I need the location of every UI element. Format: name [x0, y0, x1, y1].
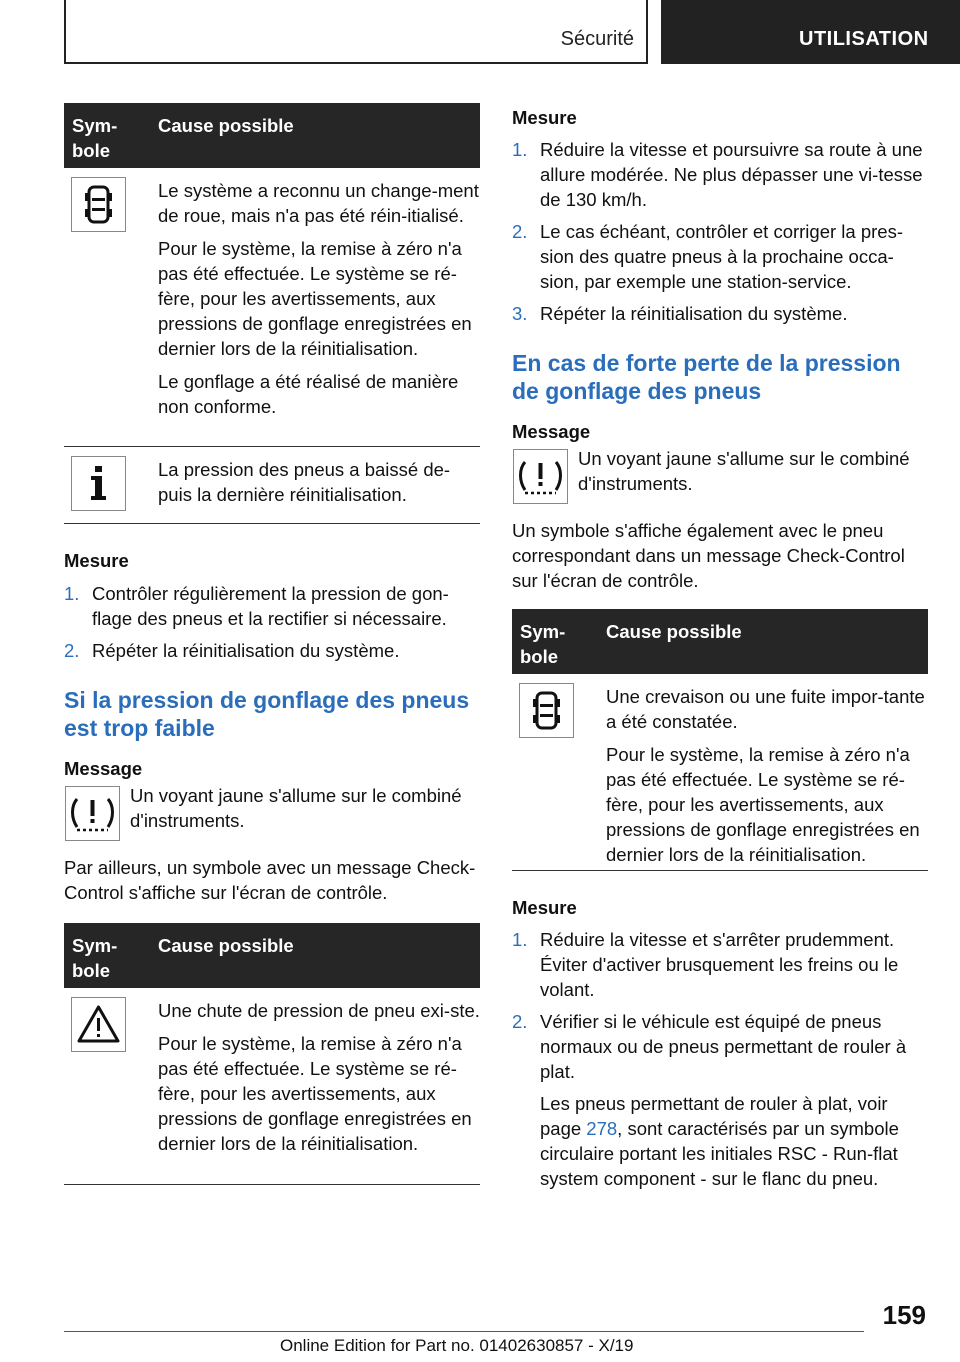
list-item: 1. Réduire la vitesse et poursuivre sa route à une allure modérée. Ne plus dépasser une vi-tesse de 130 km/h.: [512, 139, 923, 210]
list-item: 1. Contrôler régulièrement la pression de gon-flage des pneus et la rectifier si nécessaire.: [64, 583, 449, 629]
message-text: Un voyant jaune s'allume sur le combiné d'instruments.: [130, 785, 462, 831]
cause-text: Une crevaison ou une fuite impor-tante a été constatée. Pour le système, la remise à zéro n'a pas été effectuée. Le système se ré-fère, pour les avertissements, aux pressions de gonflage enregistrées en dernier lors de la réinitialisation.: [606, 686, 925, 865]
tire-pressure-warning-icon: [513, 449, 568, 504]
section-heading: En cas de forte perte de la pression de gonflage des pneus: [512, 350, 901, 404]
car-tire-reset-icon: [519, 683, 574, 738]
mesure-title: Mesure: [64, 550, 129, 571]
cause-text: La pression des pneus a baissé de-puis la dernière réinitialisation.: [158, 459, 451, 505]
table-header-cause: Cause possible: [606, 621, 742, 642]
cause-text: Le système a reconnu un change-ment de roue, mais n'a pas été réin-itialisé. Pour le système, la remise à zéro n'a pas été effectuée. Le système se ré-fère, pour les avertissements, aux pressions de gonflage enregistrées en dernier lors de la réinitialisation. Le gonflage a été réalisé de manière non conforme.: [158, 180, 479, 417]
table-header-symbol: Sym- bole: [520, 621, 566, 667]
cause-text: Une chute de pression de pneu exi-ste. Pour le système, la remise à zéro n'a pas été effectuée. Le système se ré-fère, pour les avertissements, aux pressions de gonflage enregistrées en dernier lors de la réinitialisation.: [158, 1000, 480, 1154]
list-item: 1. Réduire la vitesse et s'arrêter prudemment. Éviter d'activer brusquement les freins ou le volant.: [512, 929, 899, 1000]
page-link[interactable]: 278: [586, 1118, 618, 1139]
symbol-table-3: [512, 609, 928, 871]
header-chapter-box: [661, 0, 960, 64]
paragraph: Un symbole s'affiche également avec le pneu correspondant dans un message Check-Control sur l'écran de contrôle.: [512, 520, 905, 591]
table-header-cause: Cause possible: [158, 935, 294, 956]
table-row: [512, 674, 928, 871]
message-text: Un voyant jaune s'allume sur le combiné d'instruments.: [578, 448, 910, 494]
table-header-symbol: Sym- bole: [72, 935, 118, 981]
table-header-cause: Cause possible: [158, 115, 294, 136]
left-column: [64, 103, 480, 1185]
mesure-title: Mesure: [512, 897, 577, 918]
symbol-table-2: [64, 923, 480, 1185]
table-header: [64, 103, 480, 168]
header-chapter-title: UTILISATION: [799, 28, 929, 50]
mesure-title: Mesure: [512, 107, 577, 128]
list-item: 3. Répéter la réinitialisation du système.: [512, 303, 848, 324]
footer-edition: Online Edition for Part no. 01402630857 - X/19: [280, 1336, 634, 1355]
table-header-symbol: Sym- bole: [72, 115, 118, 161]
section-heading: Si la pression de gonflage des pneus est trop faible: [64, 687, 470, 741]
message-block: [512, 446, 928, 506]
message-block: [64, 783, 480, 843]
note-text: Les pneus permettant de rouler à plat, voir page 278, sont caractérisés par un symbole circulaire portant les initiales RSC - Run-flat system component - sur le flanc du pneu.: [540, 1093, 899, 1189]
table-row: [64, 168, 480, 447]
right-column: [512, 105, 928, 1198]
mesure-steps: [64, 581, 480, 663]
car-tire-reset-icon: [71, 177, 126, 232]
list-item: 2. Le cas échéant, contrôler et corriger la pres-sion des quatre pneus à la prochaine occa-sion, par exemple une station-service.: [512, 221, 903, 292]
table-header: [512, 609, 928, 674]
table-row: [64, 988, 480, 1185]
symbol-table-1: [64, 103, 480, 524]
table-row: [64, 447, 480, 524]
table-header: [64, 923, 480, 988]
info-icon: [71, 456, 126, 511]
message-title: Message: [64, 758, 143, 779]
footer-divider: [64, 1331, 864, 1332]
list-item: 2. Vérifier si le véhicule est équipé de pneus normaux ou de pneus permettant de rouler à plat. Les pneus permettant de rouler à plat, voir page 278, sont caractérisés par un symbole circulaire portant les initiales RSC - Run-flat system component - sur le flanc du pneu.: [512, 1011, 907, 1189]
header-section-title: Sécurité: [560, 28, 634, 50]
list-item: 2. Répéter la réinitialisation du système.: [64, 640, 400, 661]
tire-pressure-warning-icon: [65, 786, 120, 841]
header-section-box: [64, 0, 648, 64]
warning-triangle-icon: [71, 997, 126, 1052]
mesure-steps: [512, 927, 928, 1191]
mesure-steps: [512, 137, 928, 326]
message-title: Message: [512, 421, 591, 442]
page-number: 159: [882, 1300, 926, 1330]
paragraph: Par ailleurs, un symbole avec un message Check-Control s'affiche sur l'écran de contrôle.: [64, 857, 476, 903]
